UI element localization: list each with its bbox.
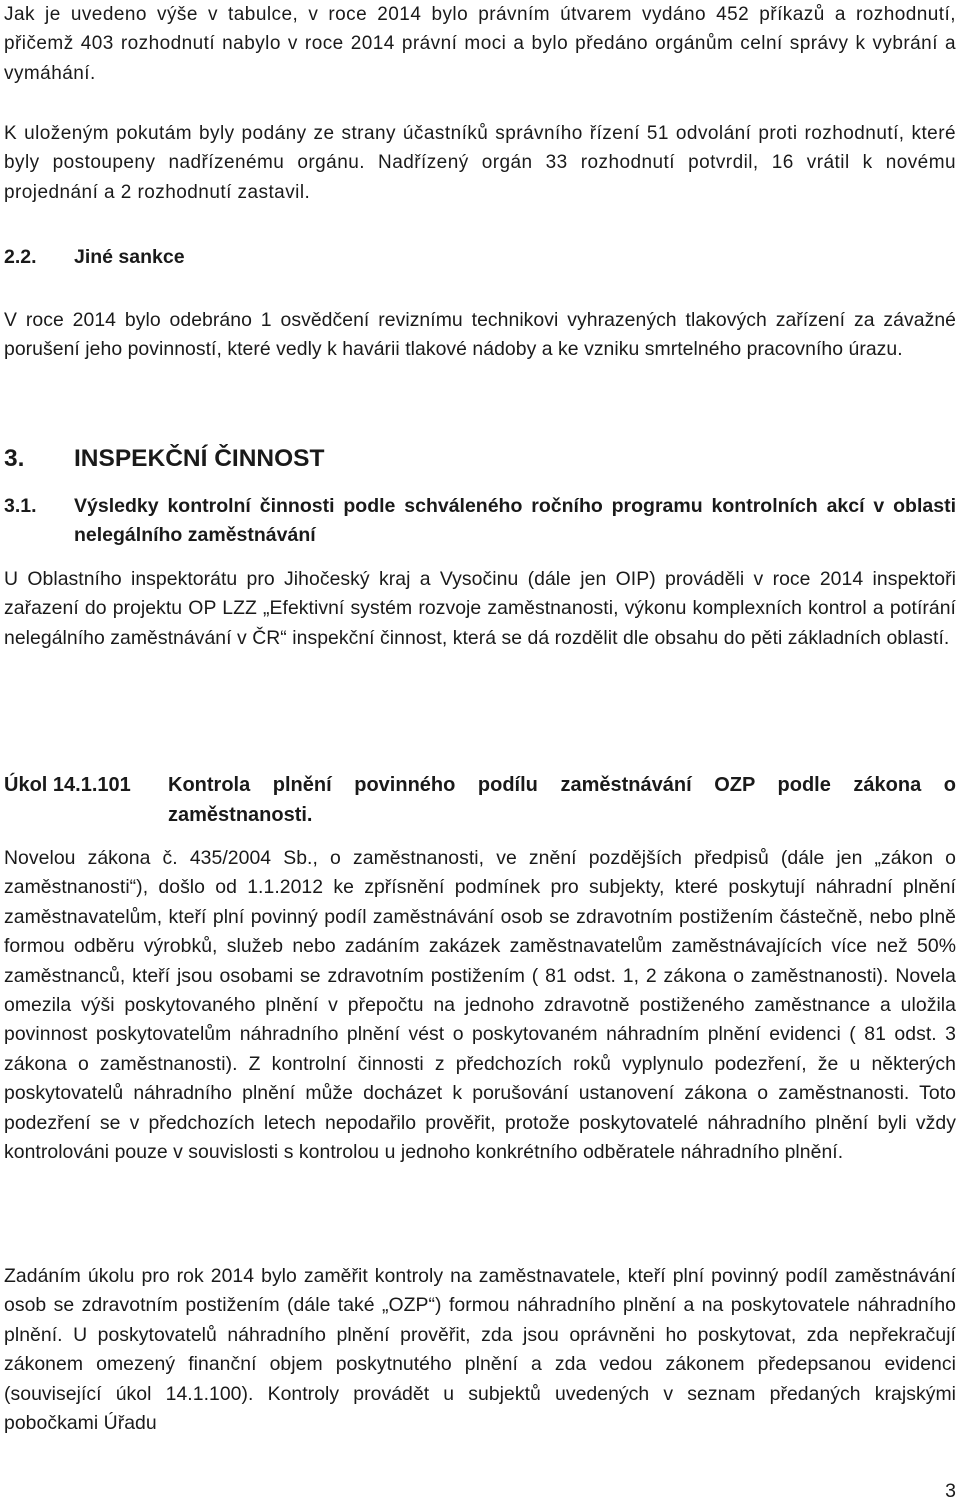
task-number: Úkol 14.1.101 (4, 774, 131, 796)
heading-2-2 (4, 243, 185, 272)
paragraph-oip-intro: U Oblastního inspektorátu pro Jihočeský kraj a Vysočinu (dále jen OIP) prováděli v roce 2014 inspektoři zařazení do projektu OP LZZ „Efektivní systém rozvoje zaměstnanosti, výkonu komplexních kontrol a potírání nelegálního zaměstnávání v ČR“ inspekční činnost, která se dá rozdělit dle obsahu do pěti základních oblastí. (4, 568, 956, 649)
heading-3 (4, 444, 324, 474)
heading-number: 2.2. (4, 246, 37, 268)
heading-number: 3.1. (4, 495, 37, 517)
heading-title: Výsledky kontrolní činnosti podle schváleného ročního programu kontrolních akcí v oblasti nelegálního zaměstnávání (74, 495, 956, 547)
paragraph-other-sanctions: V roce 2014 bylo odebráno 1 osvědčení reviznímu technikovi vyhrazených tlakových zařízení za závažné porušení jeho povinností, které vedly k havárii tlakové nádoby a ke vzniku smrtelného pracovního úrazu. (4, 309, 956, 361)
paragraph-zadani: Zadáním úkolu pro rok 2014 bylo zaměřit kontroly na zaměstnavatele, kteří plní povinný podíl zaměstnávání osob se zdravotním postižením (dále také „OZP“) formou náhradního plnění a na poskytovatele náhradního plnění. U poskytovatelů náhradního plnění prověřit, zda jsou oprávněni ho poskytovat, zda nepřekračují zákonem omezený finanční objem poskytnutého plnění a zda vedou zákonem předepsanou evidenci (související úkol 14.1.100). Kontroly provádět u subjektů uvedených v seznam předaných krajskými pobočkami Úřadu (4, 1265, 956, 1435)
paragraph-novela: Novelou zákona č. 435/2004 Sb., o zaměstnanosti, ve znění pozdějších předpisů (dále jen „zákon o zaměstnanosti“), došlo od 1.1.2012 ke zpřísnění podmínek pro subjekty, které poskytují náhradní plnění zaměstnavatelům, kteří plní povinný podíl zaměstnávání osob se zdravotním postižením částečně, nebo plně formou odběru výrobků, služeb nebo zadáním zakázek zaměstnavatelům zaměstnávajících více než 50% zaměstnanců, kteří jsou osobami se zdravotním postižením ( 81 odst. 1, 2 zákona o zaměstnanosti). Novela omezila výši poskytovaného plnění v přepočtu na jednoho zdravotně postiženého zaměstnance a uložila povinnost poskytovatelům náhradního plnění vést o poskytovaném náhradním plnění evidenci ( 81 odst. 3 zákona o zaměstnanosti). Z kontrolní činnosti z předchozích roků vyplynulo podezření, že u některých poskytovatelů náhradního plnění může docházet k porušování ustanovení zákona o zaměstnanosti. Toto podezření se v předchozích letech nepodařilo prověřit, protože poskytovatelé náhradního plnění byli vždy kontrolováni pouze v souvislosti s kontrolou u jednoho konkrétního odběratele náhradního plnění. (4, 847, 956, 1164)
paragraph-appeals: K uloženým pokutám byly podány ze strany účastníků správního řízení 51 odvolání proti rozhodnutí, které byly postoupeny nadřízenému orgánu. Nadřízený orgán 33 rozhodnutí potvrdil, 16 vrátil k novému projednání a 2 rozhodnutí zastavil. (4, 123, 956, 203)
task-heading (4, 770, 956, 830)
page-number: 3 (945, 1480, 956, 1502)
heading-3-1 (4, 492, 956, 551)
heading-title: Jiné sankce (74, 246, 185, 268)
paragraph-intro: Jak je uvedeno výše v tabulce, v roce 2014 bylo právním útvarem vydáno 452 příkazů a rozhodnutí, přičemž 403 rozhodnutí nabylo v roce 2014 právní moci a bylo předáno orgánům celní správy k vybrání a vymáhání. (4, 4, 956, 84)
heading-title: INSPEKČNÍ ČINNOST (74, 445, 325, 472)
task-title: Kontrola plnění povinného podílu zaměstnávání OZP podle zákona o zaměstnanosti. (168, 774, 956, 826)
heading-number: 3. (4, 445, 25, 472)
